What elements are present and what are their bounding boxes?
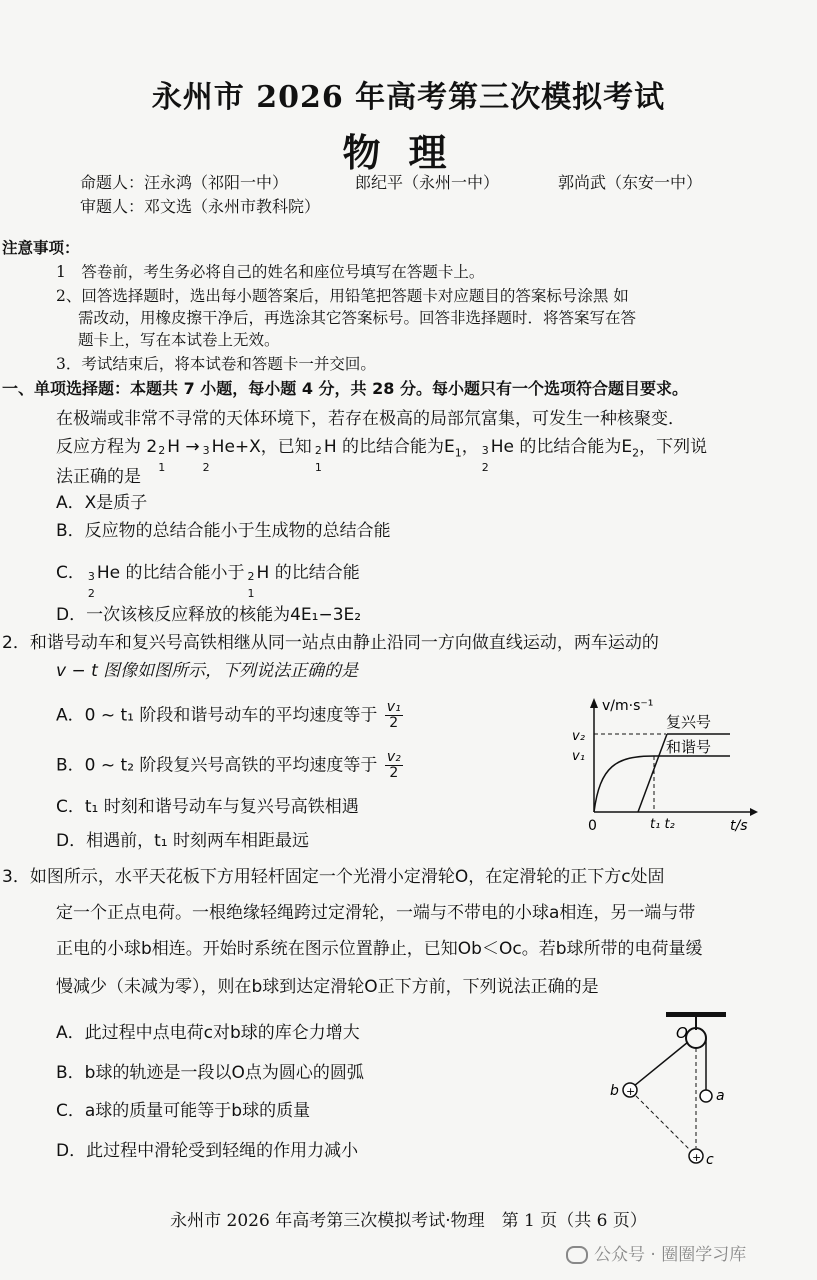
q2-stem-line-1: 2．和谐号动车和复兴号高铁相继从同一站点由静止沿同一方向做直线运动，两车运动的: [2, 633, 659, 653]
q1-eq-part: ，: [461, 437, 479, 457]
page-footer: 永州市 2026 年高考第三次模拟考试·物理 第 1 页（共 6 页）: [170, 1211, 647, 1231]
notice-item-2-line-3: 题卡上，写在本试卷上无效。: [78, 331, 280, 349]
pulley-wheel: [686, 1028, 706, 1048]
q1-option-c: C． 3 2 He 的比结合能小于 2 1 H 的比结合能: [56, 563, 360, 600]
wechat-icon: [566, 1246, 588, 1264]
q1-eq-part: ，下列说: [639, 437, 708, 457]
reviewer-name: 邓文选（永州市教科院）: [144, 197, 321, 216]
q1-option-c-part: H 的比结合能: [256, 563, 360, 583]
fraction-numerator: v₁: [386, 699, 401, 715]
watermark: [566, 1240, 746, 1265]
q1-eq-part: He 的比结合能为E: [490, 437, 633, 457]
legend-hexie: 和谐号: [666, 738, 712, 756]
q1-option-d: D．一次该核反应释放的核能为4E₁−3E₂: [56, 605, 362, 625]
rope-to-b: [634, 1042, 688, 1086]
q3-stem-line-3: 正电的小球b相连。开始时系统在图示位置静止，已知Ob＜Oc。若b球所带的电荷量缓: [56, 939, 703, 959]
authors-label: 命题人：: [80, 173, 145, 192]
section-heading: 一、单项选择题：本题共 7 小题，每小题 4 分，共 28 分。每小题只有一个选项符合题目要求。: [2, 379, 688, 398]
v2-tick-label: v₂: [572, 729, 585, 744]
q1-eq-part: H →: [167, 437, 200, 457]
notice-item-1: 1 答卷前，考生务必将自己的姓名和座位号填写在答题卡上。: [56, 263, 485, 281]
q3-stem-line-1: 3．如图所示，水平天花板下方用轻杆固定一个光滑小定滑轮O，在定滑轮的正下方c处固: [2, 867, 665, 887]
q3-option-c: C．a球的质量可能等于b球的质量: [56, 1101, 311, 1121]
notice-item-2-line-2: 需改动，用橡皮擦干净后，再选涂其它答案标号。回答非选择题时．将答案写在答: [78, 309, 637, 327]
q1-option-c-part: C．: [56, 563, 85, 583]
q2-option-b-text: B．0 ~ t₂ 阶段复兴号高铁的平均速度等于: [56, 755, 378, 776]
q1-eq-part: He+X，已知: [211, 437, 312, 457]
origin-label: 0: [588, 818, 597, 834]
pulley-figure: [604, 1008, 744, 1170]
author-2: 郎纪平（永州一中）: [355, 173, 500, 192]
fraction-v2-over-2: [385, 750, 403, 781]
ball-a: [700, 1090, 712, 1102]
q2-option-d: D．相遇前，t₁ 时刻两车相距最远: [56, 831, 309, 851]
x-axis-label: t/s: [730, 818, 748, 834]
fraction-denominator: 2: [389, 765, 399, 781]
reviewer-label: 审题人：: [80, 197, 145, 216]
q2-option-a-text: A．0 ~ t₁ 阶段和谐号动车的平均速度等于: [56, 705, 378, 726]
author-3: 郭尚武（东安一中）: [558, 173, 703, 192]
author-1: 汪永鸿（祁阳一中）: [144, 173, 289, 192]
q1-eq-part: 反应方程为 2: [56, 437, 158, 457]
y-axis-label: v/m·s⁻¹: [602, 698, 654, 714]
fraction-numerator: v₂: [386, 749, 401, 765]
ceiling: [666, 1012, 726, 1017]
q2-option-b: [56, 750, 405, 781]
vt-graph: [570, 692, 760, 834]
reviewer-row: [80, 194, 320, 217]
label-b: b: [610, 1083, 619, 1099]
q3-option-d: D．此过程中滑轮受到轻绳的作用力减小: [56, 1141, 359, 1161]
label-a: a: [716, 1088, 725, 1104]
q3-option-a: A．此过程中点电荷c对b球的库仑力增大: [56, 1023, 360, 1043]
q2-option-a: [56, 700, 405, 731]
watermark-text: 公众号 · 圈圈学习库: [594, 1245, 747, 1265]
q1-eq-part: H 的比结合能为E: [323, 437, 455, 457]
series-line-hexie: [594, 756, 730, 812]
fraction-v1-over-2: [385, 700, 403, 731]
notice-heading: 注意事项：: [2, 238, 80, 257]
bc-dashed-line: [636, 1096, 690, 1150]
series-line-fuxing: [638, 734, 667, 812]
subject-title: 物理: [342, 130, 475, 175]
q3-stem-line-2: 定一个正点电荷。一根绝缘轻绳跨过定滑轮，一端与不带电的小球a相连，另一端与带: [56, 903, 696, 923]
y-axis-arrow: [590, 698, 598, 708]
q1-option-a: A．X是质子: [56, 493, 148, 513]
legend-fuxing: 复兴号: [666, 713, 712, 731]
q1-stem-line-3: 法正确的是: [56, 467, 141, 487]
q1-option-c-part: He 的比结合能小于: [96, 563, 245, 583]
authors-row: [80, 170, 288, 193]
charge-c-sign: +: [692, 1151, 702, 1164]
x-axis-arrow: [750, 808, 758, 816]
q1-option-b: B．反应物的总结合能小于生成物的总结合能: [56, 521, 391, 541]
exam-title: 永州市 2026 年高考第三次模拟考试: [151, 80, 666, 115]
v1-tick-label: v₁: [572, 749, 585, 764]
q2-stem-line-2: v − t 图像如图所示，下列说法正确的是: [56, 661, 359, 681]
fraction-denominator: 2: [389, 715, 399, 731]
q3-stem-line-4: 慢减少（未减为零），则在b球到达定滑轮O正下方前，下列说法正确的是: [56, 977, 599, 997]
label-c: c: [706, 1152, 714, 1168]
q3-option-b: B．b球的轨迹是一段以O点为圆心的圆弧: [56, 1063, 364, 1083]
ball-b-charge: +: [626, 1085, 636, 1098]
notice-item-3: 3．考试结束后，将本试卷和答题卡一并交回。: [56, 355, 376, 373]
q1-stem-line-1: 在极端或非常不寻常的天体环境下，若存在极高的局部氘富集，可发生一种核聚变．: [56, 409, 685, 429]
t-tick-labels: t₁ t₂: [650, 817, 675, 832]
label-o: O: [676, 1024, 688, 1042]
q2-option-c: C．t₁ 时刻和谐号动车与复兴号高铁相遇: [56, 797, 359, 817]
q1-stem-line-2: 反应方程为 2 2 1 H → 3 2 He+X，已知 2 1 H 的比结合能为$E_1$， 3 2 He 的比结合能为$E_2$，下列说: [56, 437, 708, 474]
notice-item-2-line-1: 2、回答选择题时，选出每小题答案后，用铅笔把答题卡对应题目的答案标号涂黑 如: [56, 287, 629, 305]
